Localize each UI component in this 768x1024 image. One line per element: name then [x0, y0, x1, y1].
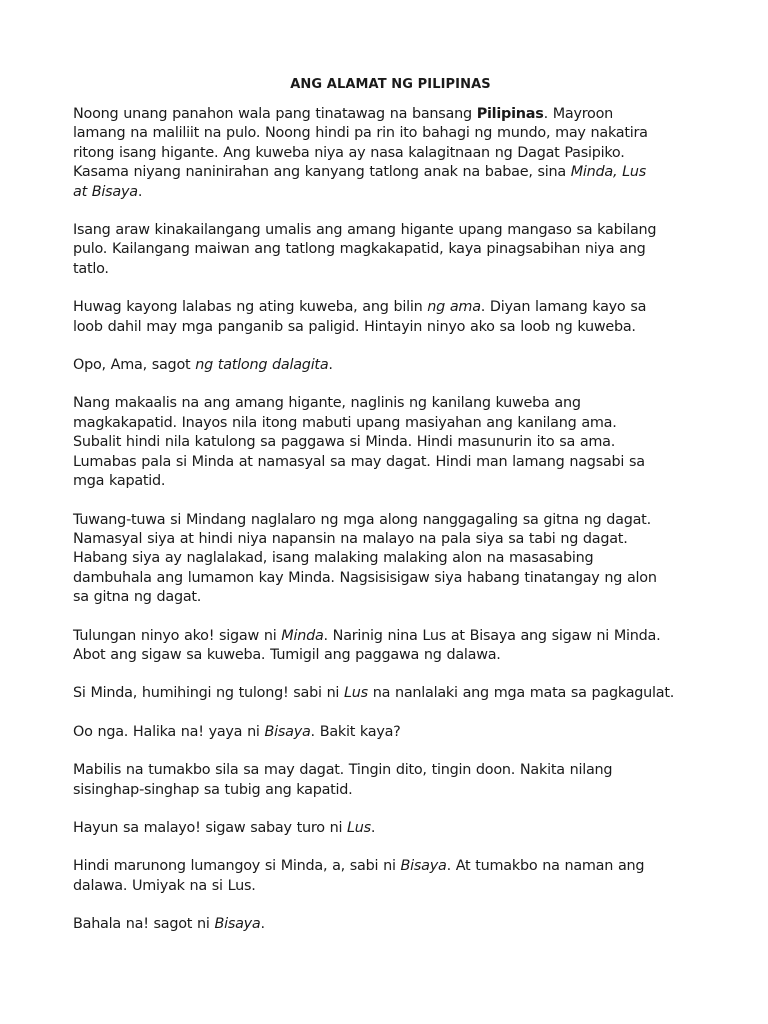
text-run: . [260, 916, 265, 933]
italic-text: Minda, Lus [570, 164, 647, 181]
line [73, 857, 708, 876]
line [73, 105, 708, 124]
line [73, 183, 708, 202]
story-body [73, 105, 708, 935]
text-run: . Diyan lamang kayo sa [480, 299, 647, 316]
line: ritong isang higante. Ang kuweba niya ay nasa kalagitnaan ng Dagat Pasipiko. [73, 144, 625, 161]
text-run: . At tumakbo na naman ang [446, 858, 645, 875]
line: Subalit hindi nila katulong sa paggawa si Minda. Hindi masunurin ito sa ama. [73, 434, 616, 451]
paragraph-13 [73, 915, 708, 934]
text-run: Bahala na! sagot ni [73, 916, 215, 933]
paragraph-11 [73, 819, 708, 838]
italic-text: Lus [347, 819, 371, 836]
text-run: Opo, Ama, sagot [73, 357, 196, 374]
line: Tuwang-tuwa si Mindang naglalaro ng mga along nanggagaling sa gitna ng dagat. [73, 511, 651, 528]
line: Isang araw kinakailangang umalis ang amang higante upang mangaso sa kabilang [73, 222, 657, 239]
paragraph-8 [73, 684, 708, 703]
bold-text: Pilipinas [476, 106, 544, 122]
text-run: Hindi marunong lumangoy si Minda, a, sabi ni [73, 858, 401, 875]
line [73, 684, 708, 703]
text-run: Huwag kayong lalabas ng ating kuweba, ang bilin [73, 299, 428, 316]
line: tatlo. [73, 260, 109, 277]
line [73, 298, 708, 317]
text-run: Kasama niyang naninirahan ang kanyang tatlong anak na babae, sina [73, 164, 571, 181]
paragraph-5 [73, 394, 708, 491]
line [73, 356, 708, 375]
text-run: . [137, 183, 143, 200]
line [73, 163, 708, 182]
italic-text: at Bisaya [73, 183, 138, 200]
paragraph-3 [73, 298, 708, 337]
line: sisinghap-singhap sa tubig ang kapatid. [73, 781, 353, 798]
paragraph-6 [73, 511, 708, 608]
line [73, 915, 708, 934]
text-run: Tulungan ninyo ako! sigaw ni [73, 627, 282, 644]
text-run: . Narinig nina Lus at Bisaya ang sigaw ni Minda. [323, 627, 661, 644]
paragraph-12 [73, 857, 708, 896]
line: Abot ang sigaw sa kuweba. Tumigil ang paggawa ng dalawa. [73, 646, 501, 663]
text-run: Oo nga. Halika na! yaya ni [73, 723, 265, 740]
line: sa gitna ng dagat. [73, 589, 202, 606]
document-title: ANG ALAMAT NG PILIPINAS [290, 77, 491, 92]
line: mga kapatid. [73, 473, 166, 490]
line: lamang na maliliit na pulo. Noong hindi pa rin ito bahagi ng mundo, may nakatira [73, 125, 648, 142]
text-run: . Mayroon [543, 106, 614, 122]
line [73, 819, 708, 838]
line: dambuhala ang lumamon kay Minda. Nagsisisigaw siya habang tinatangay ng alon [73, 569, 657, 586]
line: pulo. Kailangang maiwan ang tatlong magkakapatid, kaya pinagsabihan niya ang [73, 241, 646, 258]
line: magkakapatid. Inayos nila itong mabuti upang masiyahan ang kanilang ama. [73, 414, 617, 431]
line: Habang siya ay naglalakad, isang malaking malaking alon na masasabing [73, 550, 594, 567]
italic-text: Bisaya [214, 916, 261, 933]
line: dalawa. Umiyak na si Lus. [73, 877, 256, 894]
paragraph-9 [73, 723, 708, 742]
text-run: na nanlalaki ang mga mata sa pagkagulat. [367, 685, 675, 702]
italic-text: ng ama [427, 299, 481, 316]
line: Lumabas pala si Minda at namasyal sa may dagat. Hindi man lamang nagsabi sa [73, 453, 645, 470]
text-run: Noong unang panahon wala pang tinatawag na bansang [73, 106, 477, 122]
paragraph-7 [73, 627, 708, 666]
paragraph-4 [73, 356, 708, 375]
text-run: Hayun sa malayo! sigaw sabay turo ni [73, 819, 348, 836]
line [73, 627, 708, 646]
italic-text: ng tatlong dalagita [195, 357, 329, 374]
paragraph-1 [73, 105, 708, 202]
italic-text: Bisaya [400, 858, 447, 875]
line: Namasyal siya at hindi niya napansin na malayo na pala siya sa tabi ng dagat. [73, 530, 628, 547]
italic-text: Bisaya [264, 723, 311, 740]
italic-text: Minda [281, 627, 324, 644]
line: Nang makaalis na ang amang higante, naglinis ng kanilang kuweba ang [73, 395, 581, 412]
paragraph-10 [73, 761, 708, 800]
line [73, 723, 708, 742]
text-run: Si Minda, humihingi ng tulong! sabi ni [73, 685, 345, 702]
line: loob dahil may mga panganib sa paligid. Hintayin ninyo ako sa loob ng kuweba. [73, 318, 636, 335]
text-run: . Bakit kaya? [310, 723, 401, 740]
italic-text: Lus [344, 685, 368, 702]
text-run: . [328, 357, 333, 374]
paragraph-2 [73, 221, 708, 279]
line: Mabilis na tumakbo sila sa may dagat. Tingin dito, tingin doon. Nakita nilang [73, 762, 613, 779]
text-run: . [370, 819, 376, 836]
